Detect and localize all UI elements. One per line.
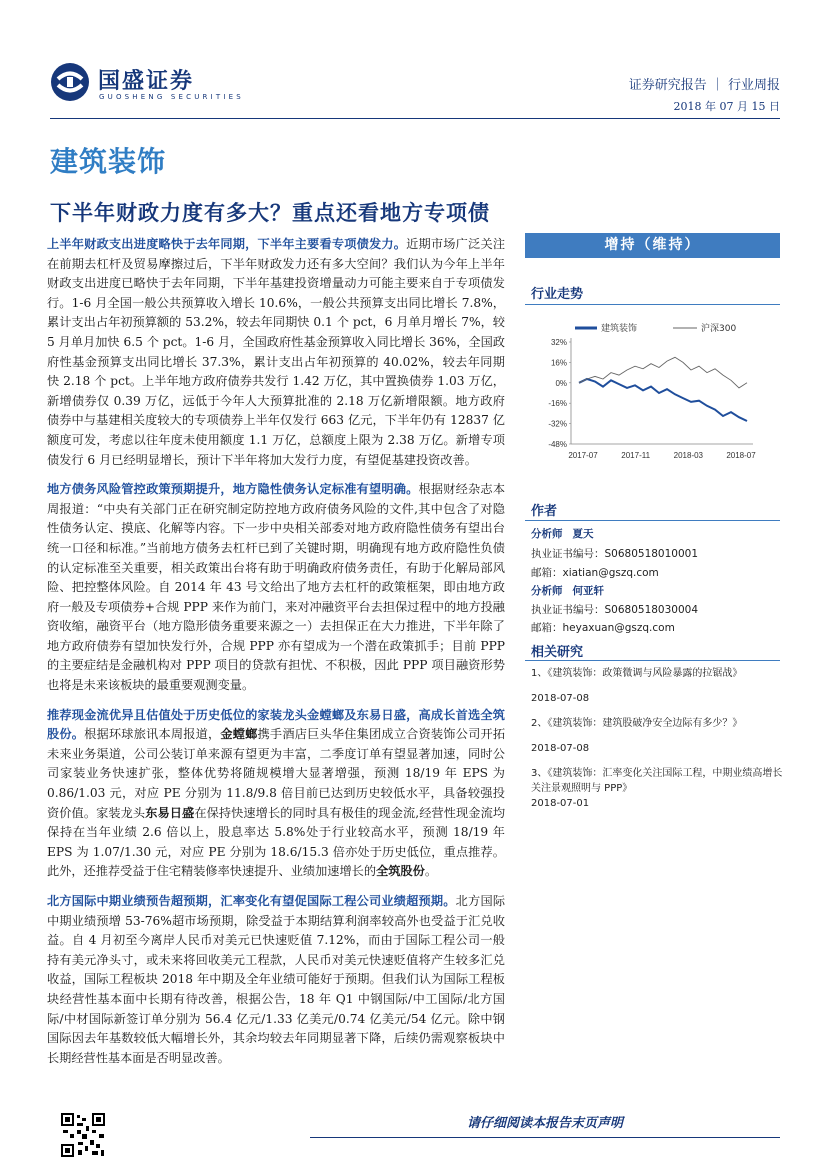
trend-divider (525, 304, 780, 305)
rating-badge: 增持（维持） (525, 233, 780, 258)
authors-divider (525, 520, 780, 521)
logo-text: 国盛证券 (98, 69, 195, 94)
logo-icon (50, 62, 90, 102)
page-title: 下半年财政力度有多大？重点还看地方专项债 (50, 201, 490, 225)
y-tick-label: -32% (548, 419, 567, 429)
paragraph-body: 北方国际中期业绩预增 53-76%超市场预期，除受益于本期结算利润率较高外也受益于汇兑收益。自 4 月初至今离岸人民币对美元已快速贬值 7.12%，而由于国际工程公司一般持有美元净头寸，或未来将回收美元工程款，人民币对美元快速贬值将产生较多汇兑收益，国际工程板块 2018 年中期及全年业绩可能好于预期。但我们认为国际工程板块经营性基本面中长期有待改善，根据公告，18 年 Q1 中钢国际/中工国际/北方国际/中材国际新签订单分别为 56.4 亿元/1.33 亿美元/0.74 亿美元/54 亿元。除中钢国际因去年基数较低大幅增长外，其余均较去年同期显著下降，后续仍需观察板块中长期经营性基本面是否明显改善。 (47, 894, 506, 1065)
author-email[interactable]: 邮箱：heyaxuan@gszq.com (531, 622, 675, 634)
main-column (47, 235, 505, 1078)
author-cert: 执业证书编号：S0680518010001 (531, 548, 699, 560)
y-tick-label: -16% (548, 399, 567, 409)
trend-heading: 行业走势 (531, 287, 584, 302)
industry-heading: 建筑装饰 (50, 145, 167, 178)
paragraph (47, 706, 505, 882)
stock-name: 东易日盛 (145, 805, 195, 820)
author-cert: 执业证书编号：S0680518030004 (531, 604, 699, 616)
x-tick-label: 2018-07 (726, 451, 756, 460)
legend-label: 沪深300 (701, 324, 737, 334)
y-tick-label: -48% (548, 440, 567, 449)
author-name: 何亚轩 (572, 585, 604, 597)
related-list (531, 666, 783, 821)
paragraph-lead: 上半年财政支出进度略快于去年同期，下半年主要看专项债发力。 (47, 237, 407, 251)
related-item[interactable]: 3、《建筑装饰：汇率变化关注国际工程，中期业绩高增长关注景观照明与 PPP》 (531, 768, 783, 794)
stock-name: 全筑股份 (376, 864, 425, 879)
paragraph (47, 480, 505, 696)
author-role: 分析师 (531, 585, 563, 597)
stock-name: 金螳螂 (220, 727, 258, 742)
related-date: 2018-07-01 (531, 798, 590, 809)
paragraph-text: 。 (424, 864, 437, 879)
author-name: 夏天 (572, 528, 594, 540)
paragraph-body: 近期市场广泛关注在前期去杠杆及贸易摩擦过后，下半年财政发力还有多大空间？我们认为今年上半年财政支出进度已略快于去年同期，下半年基建投资增量动力可能主要来自于专项债发行。1-6 月全国一般公共预算收入增长 10.6%，一般公共预算支出同比增长 7.8%，累计支出占年初预算额的 53.2%，较去年同期快 0.1 个 pct，6 月单月增长 7%，较 5 月单月加快 6.5 个 pct。1-6 月，全国政府性基金预算收入同比增长 36%，全国政府性基金预算支出同比增长 37.3%，累计支出占年初预算的 40.02%，较去年同期快 2.18 个 pct。上半年地方政府债券共发行 1.42 万亿，其中置换债券 1.03 万亿，新增债券仅 0.39 万亿，远低于今年人大预算批准的 2.18 万亿新增限额。地方政府债券中与基建相关度较大的专项债券上半年仅发行 663 亿元，下半年仍有 12837 亿额度可发，考虑以往年度未使用额度 1.1 万亿，总额度上限为 2.38 万亿。新增专项债发行 6 月已经明显增长，预计下半年将加大发行力度，有望促基建投资改善。 (47, 237, 506, 467)
author-name-line (531, 583, 604, 598)
related-item[interactable]: 2、《建筑装饰：建筑股破净安全边际有多少？》 (531, 718, 743, 729)
author-email[interactable]: 邮箱：xiatian@gszq.com (531, 567, 659, 579)
paragraph-lead: 北方国际中期业绩预告超预期，汇率变化有望促国际工程公司业绩超预期。 (47, 894, 456, 908)
footer-divider (310, 1137, 780, 1138)
paragraph-text: 在保持快速增长的同时具有极佳的现金流,经营性现金流均保持在当年业绩 2.6 倍以上，股息率达 5.8%处于行业较高水平，预测 18/19 年 EPS 为 1.07/1.30 元，对应 PE 分别为 18.6/15.3 倍亦处于历史低位，重点推荐。此外，还推荐受益于住宅精装修率快速提升、业绩加速增长的 (47, 805, 506, 879)
author-name-line (531, 526, 594, 541)
paragraph-text: 根据环球旅讯本周报道， (84, 727, 221, 742)
paragraph-lead: 地方债务风险管控政策预期提升，地方隐性债务认定标准有望明确。 (47, 482, 419, 497)
legend-label: 建筑装饰 (601, 324, 638, 334)
authors-heading: 作者 (531, 504, 558, 519)
related-divider (525, 660, 780, 661)
paragraph (47, 235, 505, 470)
paragraph-lead: 推荐现金流优异且估值处于历史低位的家装龙头金螳螂及东易日盛，高成长首选全筑股份。 (47, 707, 505, 742)
logo-subtext: GUOSHENG SECURITIES (99, 93, 244, 101)
trend-chart (525, 316, 780, 466)
y-tick-label: 16% (550, 358, 567, 368)
related-date: 2018-07-08 (531, 693, 590, 704)
y-tick-label: 0% (555, 378, 567, 388)
y-tick-label: 32% (550, 338, 567, 347)
report-date: 2018 年 07 月 15 日 (673, 100, 780, 113)
paragraph (47, 892, 505, 1068)
related-heading: 相关研究 (531, 645, 584, 660)
paragraph-text: 携手酒店巨头华住集团成立合资装饰公司开拓未来业务渠道，公司公装订单来源有望更为丰富，二季度订单有望显著加速，同时公司家装业务快速扩张，整体优势将随规模增大显著增强，预测 18/19 年 EPS 为 0.86/1.03 元，对应 PE 分别为 11.8/9.8 倍目前已达到历史较低水平，具备较强投资价值。家装龙头 (47, 727, 506, 820)
x-tick-label: 2017-11 (621, 451, 651, 460)
paragraph-body: 根据财经杂志本周报道：“中央有关部门正在研究制定防控地方政府债务风险的文件,其中包含了对隐性债务认定、摸底、化解等内容。下一步中央相关部委对地方政府隐性债务有望出台统一口径和标准。”当前地方债务去杠杆已到了关键时期，明确现有地方政府隐性负债的认定标准至关重要，相关政策出台将有助于明确政府债务责任，有助于化解局部风险、把控整体风险。自 2014 年 43 号文给出了地方去杠杆的政策框架，即由地方政府一般及专项债券+合规 PPP 来作为前门，来对冲融资平台去担保过程中的地方投融资收缩，融资平台（地方隐形债务重要来源之一）去担保正在大力推进，下半年除了地方政府债券有望加快发行外，合规 PPP 亦有望成为一个潜在政策抓手；目前 PPP 的主要症结是金融机构对 PPP 项目的贷款有担忧、不积极，因此 PPP 项目融资形势也将是未来该板块的最重要观测变量。 (47, 482, 506, 693)
header-divider (50, 118, 780, 119)
x-tick-label: 2017-07 (568, 451, 598, 460)
related-item[interactable]: 1、《建筑装饰：政策微调与风险暴露的拉锯战》 (531, 668, 743, 679)
series-line-index (579, 357, 747, 388)
x-tick-label: 2018-03 (673, 451, 704, 460)
related-date: 2018-07-08 (531, 743, 590, 754)
author-role: 分析师 (531, 528, 563, 540)
series-line-industry (579, 379, 747, 421)
qr-code-icon (60, 1112, 106, 1158)
report-type: 证券研究报告 ｜ 行业周报 (628, 78, 780, 93)
footer-disclaimer: 请仔细阅读本报告末页声明 (466, 1116, 623, 1131)
